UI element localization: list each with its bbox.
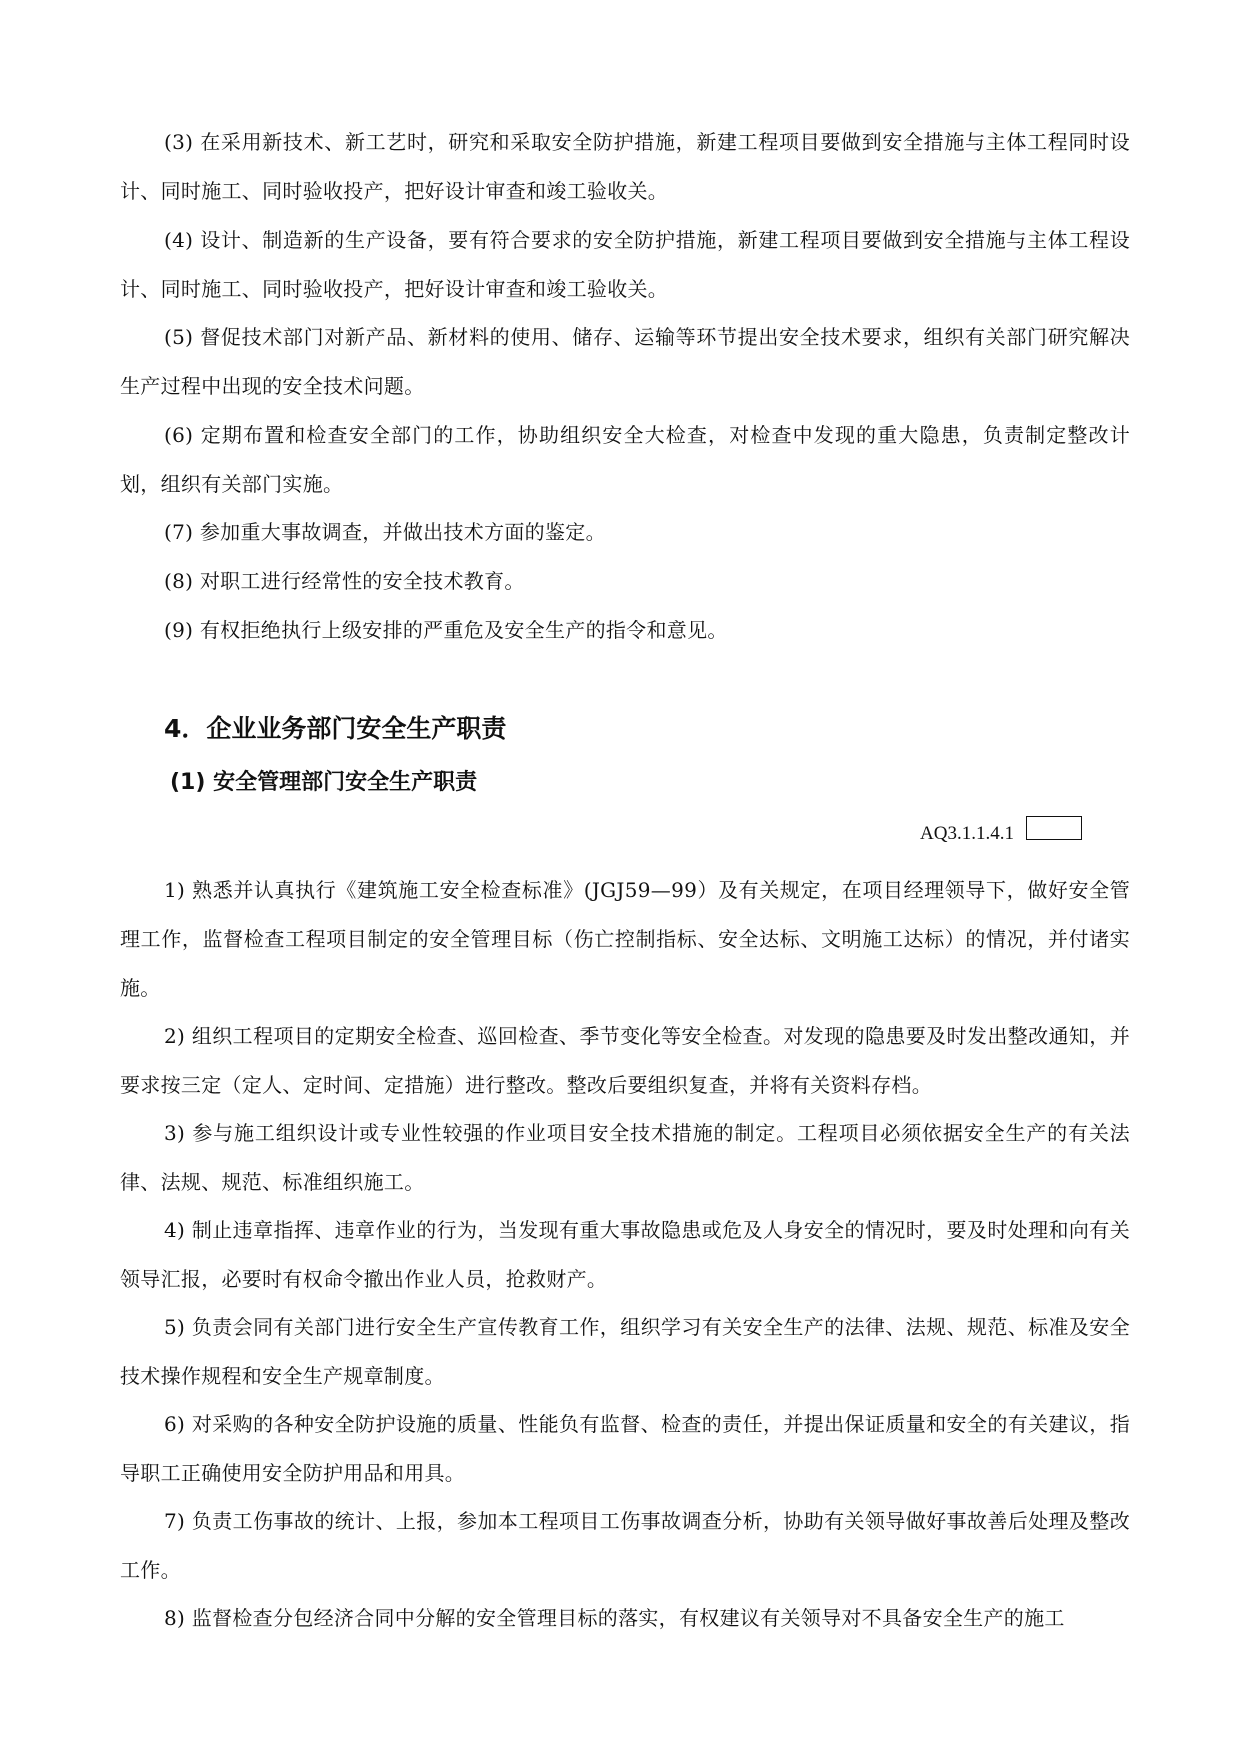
paragraph-item-5: (5) 督促技术部门对新产品、新材料的使用、储存、运输等环节提出安全技术要求，组织有关部门研究解决生产过程中出现的安全技术问题。	[120, 325, 1130, 398]
duty-item-3: 3) 参与施工组织设计或专业性较强的作业项目安全技术措施的制定。工程项目必须依据安全生产的有关法律、法规、规范、标准组织施工。	[120, 1121, 1130, 1194]
paragraph-item-3: (3) 在采用新技术、新工艺时，研究和采取安全防护措施，新建工程项目要做到安全措施与主体工程同时设计、同时施工、同时验收投产，把好设计审查和竣工验收关。	[120, 130, 1130, 203]
paragraph-item-7: (7) 参加重大事故调查，并做出技术方面的鉴定。	[164, 520, 606, 544]
duty-item-5: 5) 负责会同有关部门进行安全生产宣传教育工作，组织学习有关安全生产的法律、法规、规范、标准及安全技术操作规程和安全生产规章制度。	[120, 1315, 1130, 1388]
duty-item-7: 7) 负责工伤事故的统计、上报，参加本工程项目工伤事故调查分析，协助有关领导做好事故善后处理及整改工作。	[120, 1509, 1130, 1582]
section-heading: 4．企业业务部门安全生产职责	[164, 714, 507, 743]
paragraph-item-6: (6) 定期布置和检查安全部门的工作，协助组织安全大检查，对检查中发现的重大隐患，负责制定整改计划，组织有关部门实施。	[120, 423, 1130, 496]
paragraph-item-4: (4) 设计、制造新的生产设备，要有符合要求的安全防护措施，新建工程项目要做到安全措施与主体工程设计、同时施工、同时验收投产，把好设计审查和竣工验收关。	[120, 228, 1130, 301]
section-subheading: (1) 安全管理部门安全生产职责	[170, 770, 478, 795]
duty-item-4: 4) 制止违章指挥、违章作业的行为，当发现有重大事故隐患或危及人身安全的情况时，要及时处理和向有关领导汇报，必要时有权命令撤出作业人员，抢救财产。	[120, 1218, 1130, 1291]
paragraph-item-8: (8) 对职工进行经常性的安全技术教育。	[164, 569, 525, 593]
code-checkbox-box	[1026, 816, 1082, 840]
paragraph-item-9: (9) 有权拒绝执行上级安排的严重危及安全生产的指令和意见。	[164, 618, 728, 642]
document-code-label: AQ3.1.1.4.1	[920, 823, 1014, 844]
document-code	[920, 816, 1082, 846]
duty-item-6: 6) 对采购的各种安全防护设施的质量、性能负有监督、检查的责任，并提出保证质量和安全的有关建议，指导职工正确使用安全防护用品和用具。	[120, 1412, 1130, 1485]
duty-item-1: 1) 熟悉并认真执行《建筑施工安全检查标准》(JGJ59—99）及有关规定，在项目经理领导下，做好安全管理工作，监督检查工程项目制定的安全管理目标（伤亡控制指标、安全达标、文明施工达标）的情况，并付诸实施。	[120, 878, 1130, 1000]
duty-item-2: 2) 组织工程项目的定期安全检查、巡回检查、季节变化等安全检查。对发现的隐患要及时发出整改通知，并要求按三定（定人、定时间、定措施）进行整改。整改后要组织复查，并将有关资料存档。	[120, 1024, 1130, 1097]
duty-item-8: 8) 监督检查分包经济合同中分解的安全管理目标的落实，有权建议有关领导对不具备安全生产的施工	[164, 1606, 1065, 1630]
